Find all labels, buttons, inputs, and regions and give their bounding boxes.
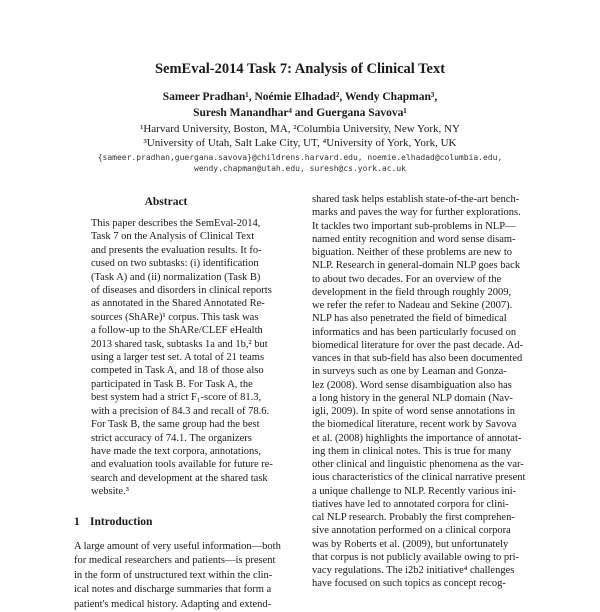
abstract-line: For Task B, the same group had the best: [91, 419, 260, 431]
body-text-line: biomedical literature for over the past decade. Ad-: [312, 339, 524, 351]
right-column-body: [312, 193, 532, 591]
body-text-line: was by Roberts et al. (2009), but unfortunately: [312, 538, 509, 550]
body-text-line: ious characteristics of the clinical narrative present: [312, 472, 526, 484]
author-list: [0, 89, 600, 121]
abstract-line: sources (ShARe)¹ corpus. This task was: [91, 311, 259, 323]
introduction-line: for medical researchers and patients—is present: [74, 555, 276, 567]
abstract-body: [91, 217, 287, 499]
introduction-line: patient's medical history. Adapting and extend-: [74, 598, 272, 610]
abstract-line: of diseases and disorders in clinical reports: [91, 285, 272, 297]
body-text-line: marks and paves the way for further explorations.: [312, 207, 521, 219]
abstract-line: and presents the evaluation results. It fo-: [91, 244, 262, 256]
introduction-body: [74, 540, 294, 612]
body-text-line: It tackles two important sub-problems in NLP—: [312, 220, 516, 232]
abstract-line: with a precision of 84.3 and recall of 78.6.: [91, 405, 270, 417]
body-text-line: sive annotation performed on a clinical corpora: [312, 525, 511, 537]
introduction-line: A large amount of very useful information—both: [74, 541, 281, 552]
abstract-line: Task 7 on the Analysis of Clinical Text: [91, 231, 255, 243]
body-text-line: to about two decades. For an overview of the: [312, 273, 502, 285]
abstract-line: using a larger test set. A total of 21 teams: [91, 352, 265, 364]
body-text-line: tiatives have led to annotated corpora for clini-: [312, 498, 509, 510]
abstract-line: and evaluation tools available for future re-: [91, 459, 273, 471]
abstract-heading: Abstract: [144, 196, 188, 208]
affiliation-line: ³University of Utah, Salt Lake City, UT, ⁴University of York, York, UK: [143, 137, 457, 149]
body-text-line: NLP has also penetrated the field of bimedical: [312, 313, 507, 325]
body-text-line: vacy regulations. The i2b2 initiative⁴ challenges: [312, 565, 515, 576]
affiliation-line: ¹Harvard University, Boston, MA, ²Columbia University, New York, NY: [140, 123, 460, 135]
body-text-line: vances in that sub-field has also been documented: [312, 353, 523, 364]
body-text-line: shared task helps establish state-of-the-art bench-: [312, 194, 520, 205]
email-line: wendy.chapman@utah.edu, suresh@cs.york.ac.uk: [194, 164, 406, 173]
abstract-line: (Task A) and (ii) normalization (Task B): [91, 271, 261, 283]
abstract-line: a follow-up to the ShARe/CLEF eHealth: [91, 325, 263, 337]
body-text-line: informatics and has been particularly focused on: [312, 326, 517, 338]
body-text-line: a long history in the general NLP domain (Nav-: [312, 392, 513, 404]
body-text-line: the biomedical literature, recent work by Savova: [312, 419, 517, 431]
body-text-line: biguation. Neither of these problems are new to: [312, 247, 513, 258]
author-emails: [0, 152, 600, 174]
body-text-line: we refer the refer to Nadeau and Sekine (2007).: [312, 300, 513, 311]
body-text-line: a unique challenge to NLP. Recently various ini-: [312, 485, 517, 497]
author-line: Sameer Pradhan¹, Noémie Elhadad², Wendy Chapman³,: [162, 91, 438, 103]
body-text-line: cal NLP research. Probably the first comprehen-: [312, 512, 515, 523]
abstract-line: strict accuracy of 74.1. The organizers: [91, 432, 252, 444]
abstract-line: website.³: [91, 486, 129, 498]
body-text-line: have focused on such topics as concept recog-: [312, 578, 506, 590]
body-text-line: ing them in clinical notes. This is true for many: [312, 445, 512, 457]
author-line: Suresh Manandhar⁴ and Guergana Savova¹: [193, 107, 407, 119]
paper-title: SemEval-2014 Task 7: Analysis of Clinical Text: [154, 61, 446, 77]
body-text-line: development in the field through roughly 2009,: [312, 286, 512, 298]
abstract-line: as annotated in the Shared Annotated Re-: [91, 298, 265, 310]
abstract-line: 2013 shared task, subtasks 1a and 1b,² but: [91, 338, 268, 350]
body-text-line: in surveys such as one by Leaman and Gonza-: [312, 366, 507, 378]
abstract-line: cused on two subtasks: (i) identification: [91, 258, 259, 270]
introduction-line: in the form of unstructured text within the clin-: [74, 569, 273, 581]
abstract-line: have made the text corpora, annotations,: [91, 445, 261, 457]
body-text-line: igli, 2009). In spite of word sense annotations in: [312, 406, 515, 417]
introduction-line: ical notes and discharge summaries that form a: [74, 584, 272, 596]
abstract-line: competed in Task A, and 18 of those also: [91, 365, 264, 377]
introduction-heading: [74, 516, 152, 528]
body-text-line: that corpus is not publicly available owing to pri-: [312, 551, 520, 563]
section-number: 1: [74, 516, 80, 528]
email-line: {sameer.pradhan,guergana.savova}@childrens.harvard.edu, noemie.elhadad@columbia.edu,: [97, 153, 503, 162]
body-text-line: lez (2008). Word sense disambiguation also has: [312, 379, 512, 391]
abstract-line: This paper describes the SemEval-2014,: [91, 218, 261, 229]
section-title: Introduction: [90, 516, 153, 528]
abstract-line: search and development at the shared task: [91, 472, 268, 484]
body-text-line: NLP. Research in general-domain NLP goes back: [312, 260, 521, 272]
affiliations: [0, 122, 600, 150]
body-text-line: et al. (2008) highlights the importance of annotat-: [312, 432, 522, 444]
abstract-line: participated in Task B. For Task A, the: [91, 378, 253, 390]
body-text-line: named entity recognition and word sense disam-: [312, 233, 516, 245]
body-text-line: other clinical and linguistic phenomena as the var-: [312, 459, 524, 470]
abstract-line: best system had a strict F₁-score of 81.3,: [91, 392, 262, 404]
